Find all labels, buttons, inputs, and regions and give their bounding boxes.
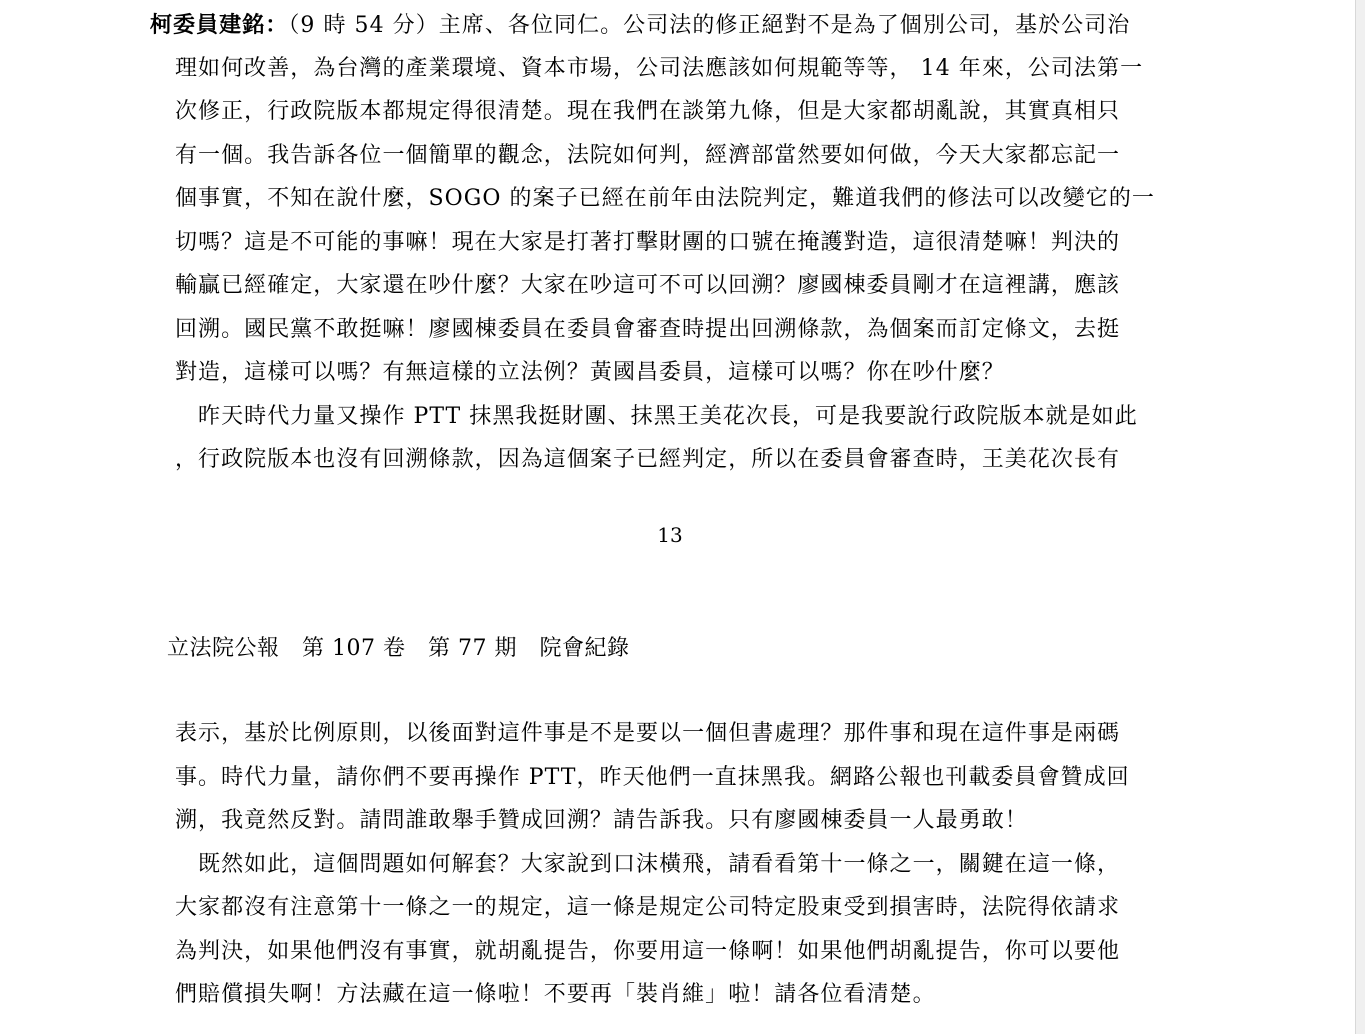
text-line-4: 有一個。我告訴各位一個簡單的觀念，法院如何判，經濟部當然要如何做，今天大家都忘記一 [175,143,1121,168]
text-line-10: 昨天時代力量又操作 PTT 抹黑我挺財團、抹黑王美花次長，可是我要說行政院版本就是如此 [175,404,1138,429]
text-line-6: 切嗎？這是不可能的事嘛！現在大家是打著打擊財團的口號在掩護對造，這很清楚嘛！判決的 [175,230,1121,255]
text-line-17: 為判決，如果他們沒有事實，就胡亂提告，你要用這一條啊！如果他們胡亂提告，你可以要他 [175,939,1121,964]
text-line-2: 理如何改善，為台灣的產業環境、資本市場，公司法應該如何規範等等， 14 年來，公司法第一 [175,56,1144,81]
page-number: 13 [657,523,683,547]
speaker-name: 柯委員建銘： [150,12,289,38]
text-line-5: 個事實，不知在說什麼，SOGO 的案子已經在前年由法院判定，難道我們的修法可以改變它的一 [175,186,1155,211]
gazette-header: 立法院公報 第 107 卷 第 77 期 院會紀錄 [167,636,630,661]
text-line-7: 輸贏已經確定，大家還在吵什麼？大家在吵這可不可以回溯？廖國棟委員剛才在這裡講，應該 [175,273,1121,298]
text-line-8: 回溯。國民黨不敢挺嘛！廖國棟委員在委員會審查時提出回溯條款，為個案而訂定條文，去挺 [175,317,1121,342]
text-line-13: 事。時代力量，請你們不要再操作 PTT，昨天他們一直抹黑我。網路公報也刊載委員會贊成回 [175,765,1130,790]
text-line-16: 大家都沒有注意第十一條之一的規定，這一條是規定公司特定股東受到損害時，法院得依請求 [175,895,1121,920]
text-line-1-body: （9 時 54 分）主席、各位同仁。公司法的修正絕對不是為了個別公司，基於公司治 [288,13,1131,38]
text-line-18: 們賠償損失啊！方法藏在這一條啦！不要再「裝肖維」啦！請各位看清楚。 [175,982,936,1007]
text-line-3: 次修正，行政院版本都規定得很清楚。現在我們在談第九條，但是大家都胡亂說，其實真相只 [175,99,1121,124]
text-line-1 [150,12,1130,39]
text-line-14: 溯，我竟然反對。請問誰敢舉手贊成回溯？請告訴我。只有廖國棟委員一人最勇敢！ [175,808,1028,833]
scrollbar[interactable] [1355,0,1365,1034]
text-line-15: 既然如此，這個問題如何解套？大家說到口沫橫飛，請看看第十一條之一，關鍵在這一條， [175,852,1121,877]
text-line-9: 對造，這樣可以嗎？有無這樣的立法例？黃國昌委員，這樣可以嗎？你在吵什麼？ [175,360,1005,385]
text-line-11: ，行政院版本也沒有回溯條款，因為這個案子已經判定，所以在委員會審查時，王美花次長有 [175,447,1121,472]
text-line-12: 表示，基於比例原則，以後面對這件事是不是要以一個但書處理？那件事和現在這件事是兩碼 [175,721,1121,746]
